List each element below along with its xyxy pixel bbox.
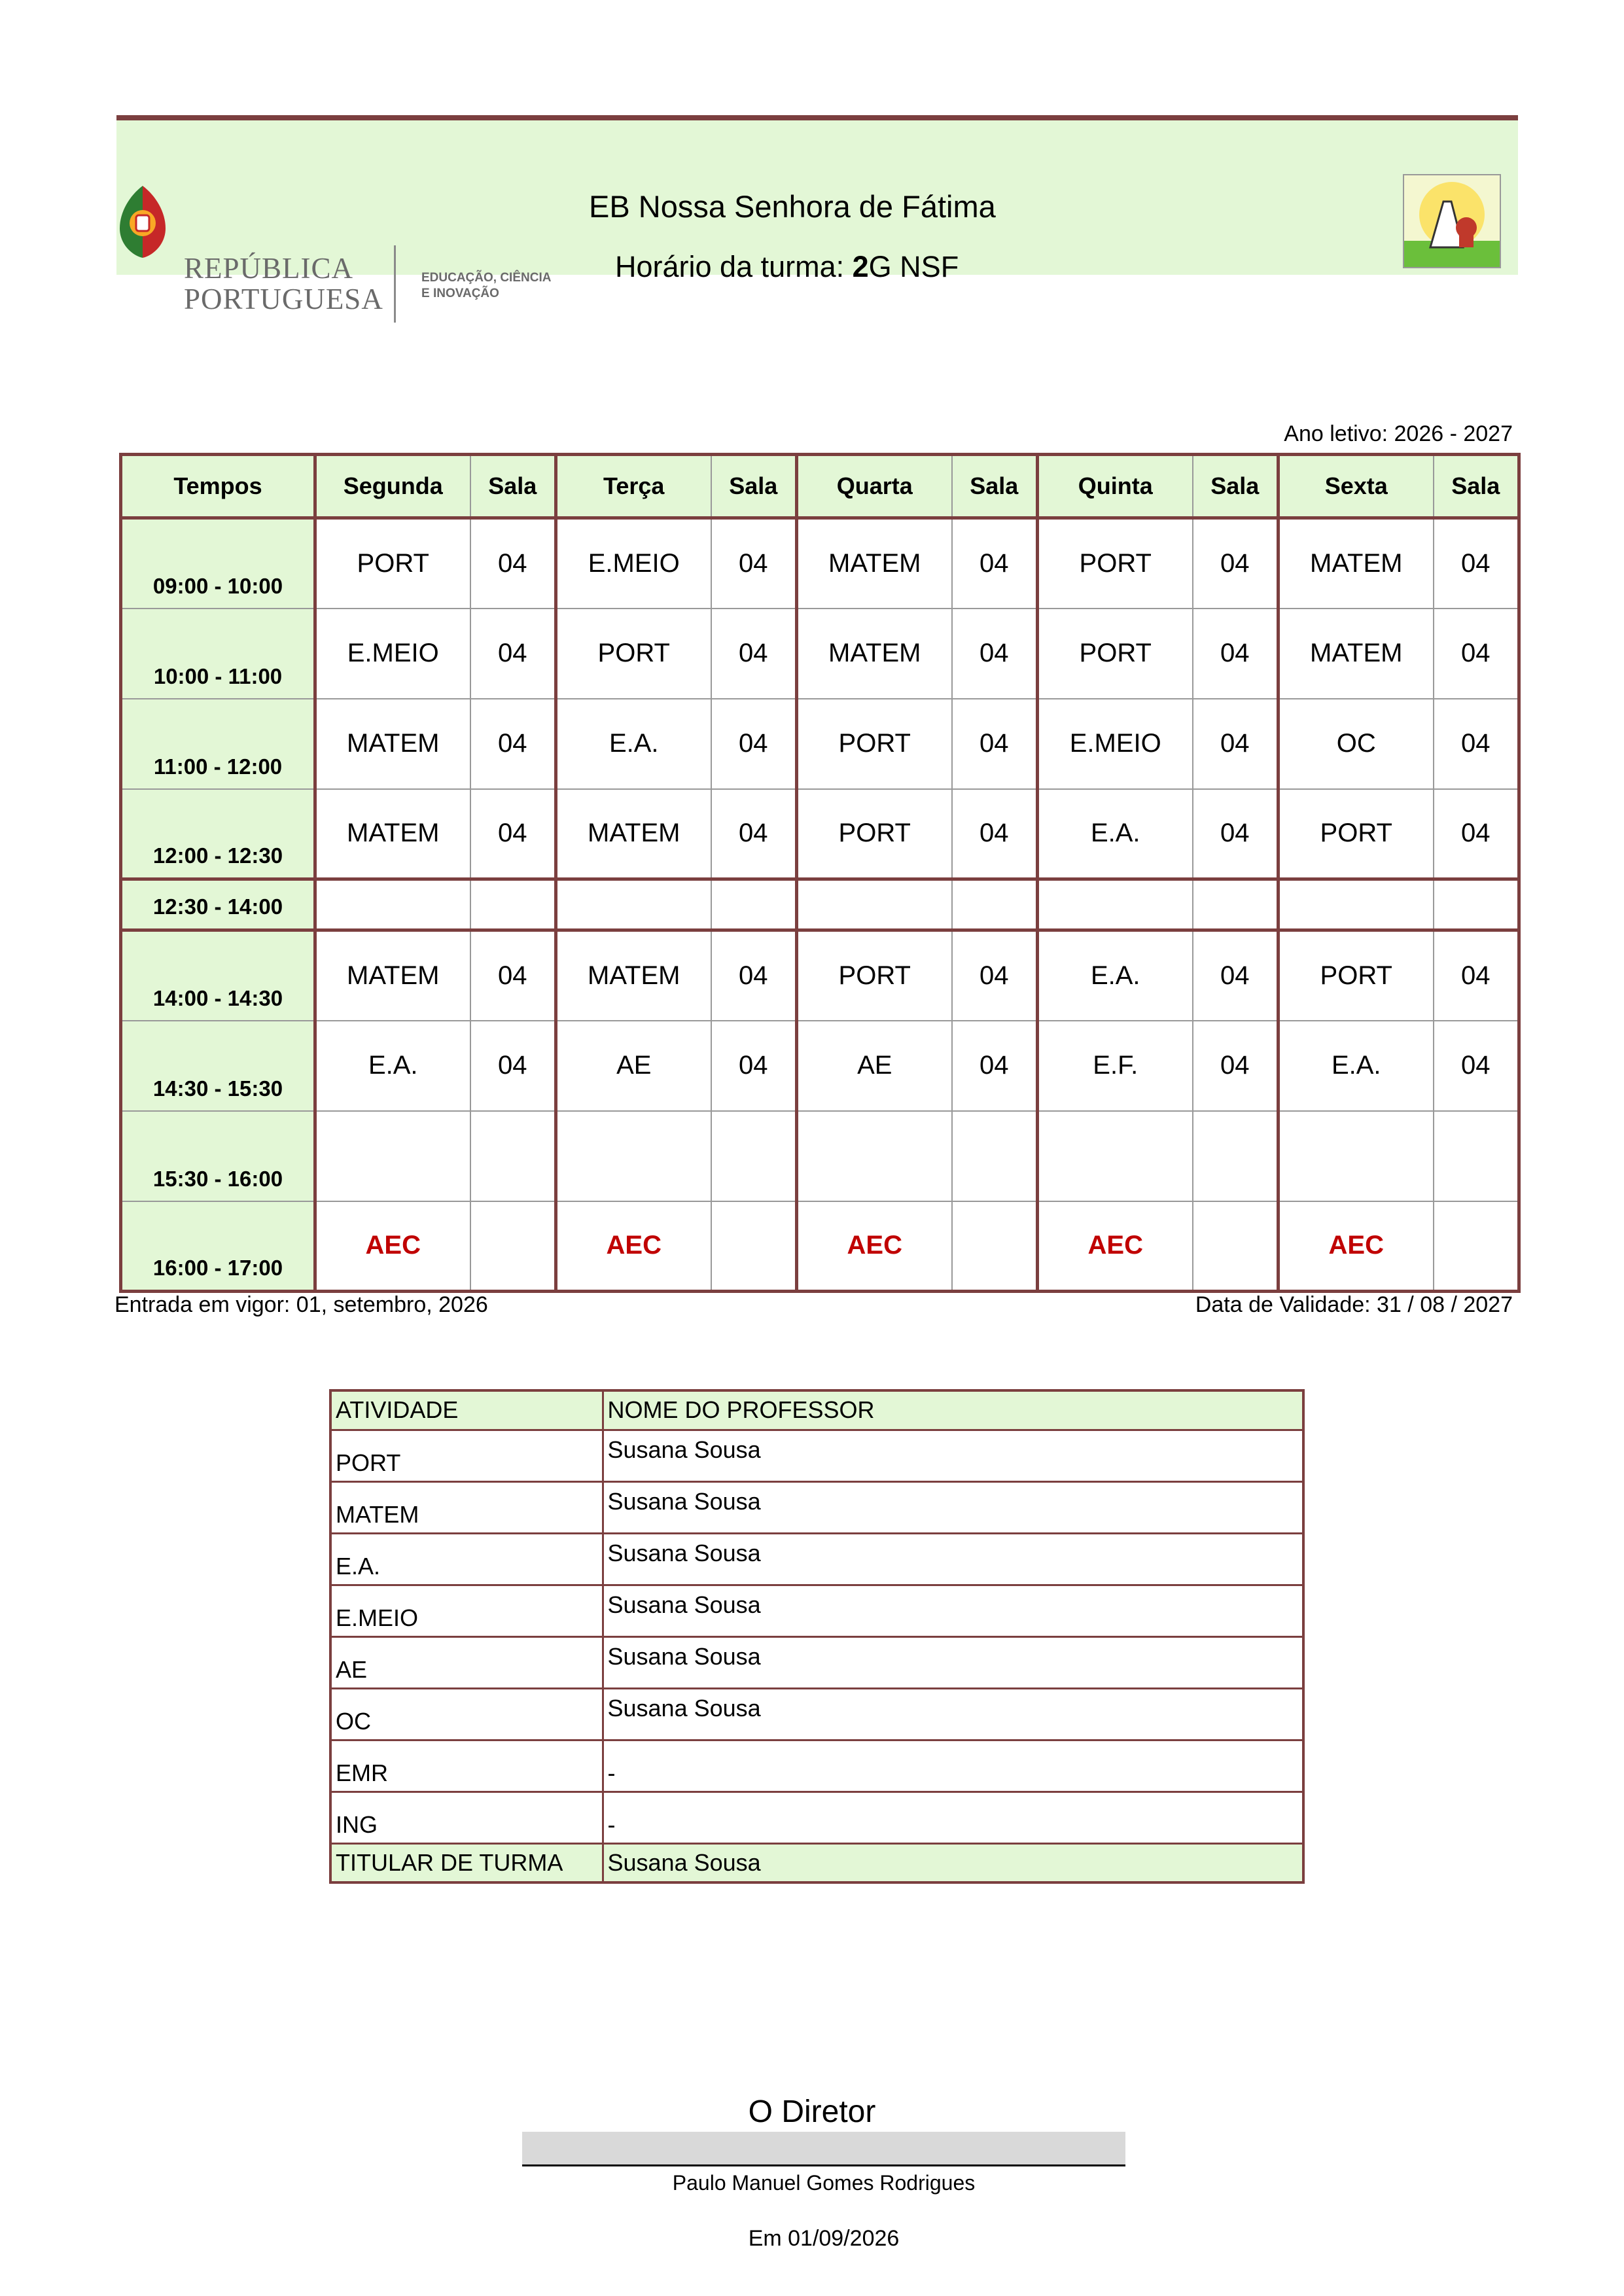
subject-cell bbox=[797, 1201, 952, 1292]
schedule-row bbox=[121, 1201, 1519, 1292]
header-sexta: Sexta bbox=[1279, 455, 1434, 518]
header-sala: Sala bbox=[470, 455, 556, 518]
subject-cell: MATEM bbox=[315, 930, 470, 1021]
room-cell: 04 bbox=[711, 518, 797, 609]
room-cell: 04 bbox=[952, 609, 1038, 699]
room-cell: 04 bbox=[952, 518, 1038, 609]
room-cell: 04 bbox=[711, 930, 797, 1021]
teacher-name-cell: Susana Sousa bbox=[603, 1585, 1303, 1636]
room-cell: 04 bbox=[1193, 699, 1279, 789]
room-cell: 04 bbox=[1434, 609, 1519, 699]
time-slot: 11:00 - 12:00 bbox=[121, 699, 315, 789]
teacher-name-cell: Susana Sousa bbox=[603, 1430, 1303, 1481]
room-cell bbox=[952, 1201, 1038, 1292]
teacher-name-cell: NOME DO PROFESSOR bbox=[603, 1390, 1303, 1430]
room-cell: 04 bbox=[470, 518, 556, 609]
teacher-row bbox=[330, 1740, 1303, 1792]
teacher-name-cell: Susana Sousa bbox=[603, 1636, 1303, 1688]
teacher-row bbox=[330, 1585, 1303, 1636]
schedule-row bbox=[121, 879, 1519, 930]
subject-cell: MATEM bbox=[797, 609, 952, 699]
room-cell: 04 bbox=[952, 699, 1038, 789]
teacher-name-cell: - bbox=[603, 1740, 1303, 1792]
room-cell bbox=[1193, 1111, 1279, 1201]
room-cell: 04 bbox=[952, 930, 1038, 1021]
subject-cell: MATEM bbox=[1279, 609, 1434, 699]
room-cell: 04 bbox=[470, 1021, 556, 1111]
aec-label: AEC bbox=[1087, 1231, 1143, 1260]
room-cell: 04 bbox=[1193, 789, 1279, 879]
school-name: EB Nossa Senhora de Fátima bbox=[589, 189, 996, 224]
activity-cell: ING bbox=[330, 1792, 603, 1843]
teacher-table bbox=[329, 1389, 1305, 1884]
aec-label: AEC bbox=[365, 1231, 421, 1260]
room-cell bbox=[470, 1201, 556, 1292]
room-cell bbox=[711, 1201, 797, 1292]
school-logo bbox=[1403, 174, 1501, 268]
subject-cell bbox=[797, 1111, 952, 1201]
header-terca: Terça bbox=[556, 455, 711, 518]
room-cell bbox=[711, 1111, 797, 1201]
room-cell bbox=[711, 879, 797, 930]
room-cell: 04 bbox=[1434, 518, 1519, 609]
subject-cell bbox=[556, 1201, 711, 1292]
subject-cell: E.MEIO bbox=[1038, 699, 1193, 789]
schedule-row bbox=[121, 609, 1519, 699]
room-cell: 04 bbox=[1434, 699, 1519, 789]
director-title: O Diretor bbox=[748, 2094, 876, 2129]
room-cell: 04 bbox=[711, 699, 797, 789]
subject-cell bbox=[315, 879, 470, 930]
room-cell bbox=[1434, 1201, 1519, 1292]
activity-cell: TITULAR DE TURMA bbox=[330, 1843, 603, 1882]
header-quarta: Quarta bbox=[797, 455, 952, 518]
subject-cell: E.MEIO bbox=[315, 609, 470, 699]
header-segunda: Segunda bbox=[315, 455, 470, 518]
aec-label: AEC bbox=[847, 1231, 902, 1260]
header-sala: Sala bbox=[1193, 455, 1279, 518]
coat-of-arms-icon bbox=[116, 183, 169, 261]
subject-cell bbox=[1038, 879, 1193, 930]
room-cell bbox=[470, 879, 556, 930]
schedule-row bbox=[121, 789, 1519, 879]
room-cell: 04 bbox=[470, 609, 556, 699]
subject-cell: PORT bbox=[797, 789, 952, 879]
subject-cell: AE bbox=[797, 1021, 952, 1111]
activity-cell: PORT bbox=[330, 1430, 603, 1481]
subject-cell: AE bbox=[556, 1021, 711, 1111]
aec-label: AEC bbox=[1328, 1231, 1384, 1260]
schedule-row bbox=[121, 1021, 1519, 1111]
subject-cell: MATEM bbox=[556, 930, 711, 1021]
subject-cell: E.A. bbox=[315, 1021, 470, 1111]
room-cell bbox=[952, 879, 1038, 930]
document-header bbox=[116, 120, 1518, 315]
header-sala: Sala bbox=[1434, 455, 1519, 518]
time-slot: 14:00 - 14:30 bbox=[121, 930, 315, 1021]
room-cell bbox=[470, 1111, 556, 1201]
subject-cell bbox=[556, 879, 711, 930]
room-cell: 04 bbox=[711, 609, 797, 699]
ministry-text: EDUCAÇÃO, CIÊNCIA E INOVAÇÃO bbox=[421, 271, 552, 300]
subject-cell: E.A. bbox=[1038, 789, 1193, 879]
schedule-row bbox=[121, 1111, 1519, 1201]
subject-cell: PORT bbox=[1279, 789, 1434, 879]
subject-cell bbox=[1279, 1201, 1434, 1292]
subject-cell: MATEM bbox=[556, 789, 711, 879]
header-quinta: Quinta bbox=[1038, 455, 1193, 518]
subject-cell: MATEM bbox=[315, 789, 470, 879]
room-cell: 04 bbox=[711, 789, 797, 879]
subject-cell bbox=[315, 1111, 470, 1201]
activity-cell: E.MEIO bbox=[330, 1585, 603, 1636]
subject-cell: PORT bbox=[1279, 930, 1434, 1021]
teacher-row bbox=[330, 1636, 1303, 1688]
activity-cell: AE bbox=[330, 1636, 603, 1688]
schedule-header-row bbox=[121, 455, 1519, 518]
subject-cell: MATEM bbox=[1279, 518, 1434, 609]
school-year: Ano letivo: 2026 - 2027 bbox=[1284, 421, 1513, 446]
effective-date: Entrada em vigor: 01, setembro, 2026 bbox=[115, 1292, 488, 1317]
class-title: Horário da turma: 2G NSF bbox=[615, 250, 959, 283]
subject-cell: OC bbox=[1279, 699, 1434, 789]
room-cell: 04 bbox=[952, 1021, 1038, 1111]
room-cell: 04 bbox=[1434, 789, 1519, 879]
time-slot: 14:30 - 15:30 bbox=[121, 1021, 315, 1111]
header-tempos: Tempos bbox=[121, 455, 315, 518]
subject-cell bbox=[1038, 1201, 1193, 1292]
room-cell: 04 bbox=[1193, 930, 1279, 1021]
room-cell bbox=[1193, 879, 1279, 930]
room-cell bbox=[1434, 879, 1519, 930]
schedule-table bbox=[119, 453, 1521, 1293]
teacher-name-cell: Susana Sousa bbox=[603, 1533, 1303, 1585]
subject-cell bbox=[1038, 1111, 1193, 1201]
republica-text: REPÚBLICA PORTUGUESA bbox=[184, 252, 383, 315]
logo-divider bbox=[394, 245, 396, 323]
time-slot: 15:30 - 16:00 bbox=[121, 1111, 315, 1201]
activity-cell: ATIVIDADE bbox=[330, 1390, 603, 1430]
director-name: Paulo Manuel Gomes Rodrigues bbox=[672, 2171, 976, 2195]
signature-line bbox=[522, 2132, 1125, 2166]
subject-cell: PORT bbox=[797, 930, 952, 1021]
header-sala: Sala bbox=[711, 455, 797, 518]
room-cell: 04 bbox=[1434, 1021, 1519, 1111]
room-cell: 04 bbox=[470, 789, 556, 879]
aec-label: AEC bbox=[606, 1231, 662, 1260]
republica-portuguesa-logo bbox=[116, 183, 588, 315]
time-slot: 10:00 - 11:00 bbox=[121, 609, 315, 699]
room-cell: 04 bbox=[1193, 609, 1279, 699]
subject-cell bbox=[1279, 879, 1434, 930]
subject-cell: PORT bbox=[556, 609, 711, 699]
room-cell: 04 bbox=[1193, 518, 1279, 609]
subject-cell: PORT bbox=[797, 699, 952, 789]
room-cell bbox=[1434, 1111, 1519, 1201]
room-cell: 04 bbox=[711, 1021, 797, 1111]
room-cell: 04 bbox=[952, 789, 1038, 879]
subject-cell: PORT bbox=[1038, 518, 1193, 609]
subject-cell: MATEM bbox=[315, 699, 470, 789]
teacher-row bbox=[330, 1688, 1303, 1740]
room-cell bbox=[952, 1111, 1038, 1201]
activity-cell: MATEM bbox=[330, 1481, 603, 1533]
header-sala: Sala bbox=[952, 455, 1038, 518]
header-top-rule bbox=[116, 115, 1518, 120]
subject-cell bbox=[315, 1201, 470, 1292]
subject-cell: PORT bbox=[315, 518, 470, 609]
schedule-row bbox=[121, 518, 1519, 609]
teacher-row bbox=[330, 1792, 1303, 1843]
subject-cell: E.F. bbox=[1038, 1021, 1193, 1111]
teacher-row bbox=[330, 1843, 1303, 1882]
schedule-row bbox=[121, 930, 1519, 1021]
subject-cell: E.A. bbox=[556, 699, 711, 789]
validity-date: Data de Validade: 31 / 08 / 2027 bbox=[1195, 1292, 1513, 1317]
teacher-row bbox=[330, 1481, 1303, 1533]
room-cell bbox=[1193, 1201, 1279, 1292]
teacher-name-cell: Susana Sousa bbox=[603, 1481, 1303, 1533]
subject-cell bbox=[556, 1111, 711, 1201]
room-cell: 04 bbox=[1434, 930, 1519, 1021]
time-slot: 16:00 - 17:00 bbox=[121, 1201, 315, 1292]
subject-cell: E.A. bbox=[1279, 1021, 1434, 1111]
schedule-row bbox=[121, 699, 1519, 789]
activity-cell: OC bbox=[330, 1688, 603, 1740]
activity-cell: E.A. bbox=[330, 1533, 603, 1585]
activity-cell: EMR bbox=[330, 1740, 603, 1792]
subject-cell: E.MEIO bbox=[556, 518, 711, 609]
subject-cell bbox=[797, 879, 952, 930]
subject-cell bbox=[1279, 1111, 1434, 1201]
subject-cell: E.A. bbox=[1038, 930, 1193, 1021]
room-cell: 04 bbox=[1193, 1021, 1279, 1111]
room-cell: 04 bbox=[470, 699, 556, 789]
teacher-name-cell: - bbox=[603, 1792, 1303, 1843]
teacher-row bbox=[330, 1430, 1303, 1481]
teacher-row bbox=[330, 1533, 1303, 1585]
signature-date: Em 01/09/2026 bbox=[748, 2226, 900, 2251]
time-slot: 12:30 - 14:00 bbox=[121, 879, 315, 930]
subject-cell: MATEM bbox=[797, 518, 952, 609]
time-slot: 09:00 - 10:00 bbox=[121, 518, 315, 609]
teacher-row bbox=[330, 1390, 1303, 1430]
teacher-name-cell: Susana Sousa bbox=[603, 1843, 1303, 1882]
teacher-name-cell: Susana Sousa bbox=[603, 1688, 1303, 1740]
room-cell: 04 bbox=[470, 930, 556, 1021]
subject-cell: PORT bbox=[1038, 609, 1193, 699]
time-slot: 12:00 - 12:30 bbox=[121, 789, 315, 879]
